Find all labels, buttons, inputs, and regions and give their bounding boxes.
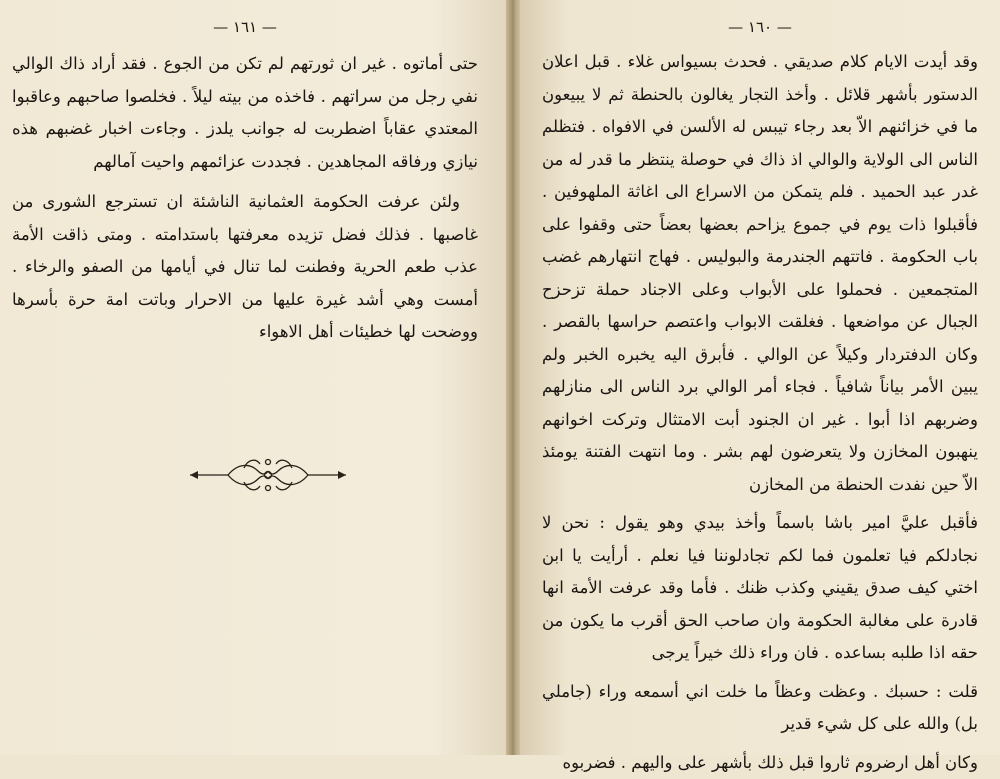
paragraph: فأقبل عليَّ امير باشا باسماً وأخذ بيدي وهو يقول : نحن لا نجادلكم فيا تعلمون فما لكم تجادلوننا فيا نعلم . أرأيت يا ابن اختي كيف صدق يقيني وكذب ظنك . فأما وقد عرفت الأمة انها قادرة على مغالبة الحكومة وان صاحب الحق أقرب ما يكون من حقه اذا طلبه بساعده . فان وراء ذلك خيراً يرجى [542,507,978,670]
left-page [0,0,508,755]
paragraph: وقد أيدت الايام كلام صديقي . فحدث بسيواس غلاء . قبل اعلان الدستور بأشهر قلائل . وأخذ التجار يغالون بالحنطة ثم لا يبيعون ما في خزائنهم الاّ بعد رجاء تيبس له الألسن في الافواه . فتظلم الناس الى الولاية والوالي اذ ذاك في حوصلة ينتظر ما قدر له من غدر عبد الحميد . فلم يتمكن من الاسراع الى اغاثة الملهوفين . فأقبلوا ذات يوم في جموع يزاحم بعضها بعضاً حتى وقفوا على باب الحكومة . فاتتهم الجندرمة والبوليس . فهاج انتهارهم غضب المتجمعين . فحملوا على الأبواب وعلى الاجناد حملة تزحزح الجبال عن مواضعها . فغلقت الابواب واعتصم حراسها بالقصر . وكان الدفتردار وكيلاً عن الوالي . فأبرق اليه يخبره الخبر ولم يبين الأمر بياناً شافياً . فجاء أمر الوالي برد الناس الى منازلهم وضربهم اذا أبوا . غير ان الجنود أبت الامتثال وتركت اخوانهم ينهبون المخازن ولا يتعرضون لهم بشر . وما انتهت الفتنة يومئذ الاّ حين نفدت الحنطة من المخازن [542,46,978,501]
right-page [520,0,1000,755]
decorative-ornament [188,455,348,495]
paragraph: حتى أماتوه . غير ان ثورتهم لم تكن من الجوع . فقد أراد ذاك الوالي نفي رجل من سراتهم . فاخذه من بيته ليلاً . فخلصوا صاحبهم وعاقبوا المعتدي عقاباً اضطربت له جوانب يلدز . وجاءت اخبار غضبهم هذه نيازي ورفاقه المجاهدين . فجددت عزائمهم واحيت آمالهم [12,48,478,178]
paragraph: ولئن عرفت الحكومة العثمانية الناشئة ان تسترجع الشورى من غاصبها . فذلك فضل تزيده معرفتها باستدامته . ومتى ذاقت الأمة عذب طعم الحرية وفطنت لما تنال في أيامها من الصفو والرخاء . أمست وهي أشد غيرة عليها من الاحرار وباتت امة حرة بأسرها ووضحت لها خطيئات أهل الاهواء [12,186,478,349]
paragraph: قلت : حسبك . وعظت وعظاً ما خلت اني أسمعه وراء (جاملي بل) والله على كل شيء قدير [542,676,978,741]
page-number: — ١٦٠ — [542,18,978,40]
page-number: — ١٦١ — [12,18,478,40]
paragraph: وكان أهل ارضروم ثاروا قبل ذلك بأشهر على واليهم . فضربوه [542,747,978,779]
